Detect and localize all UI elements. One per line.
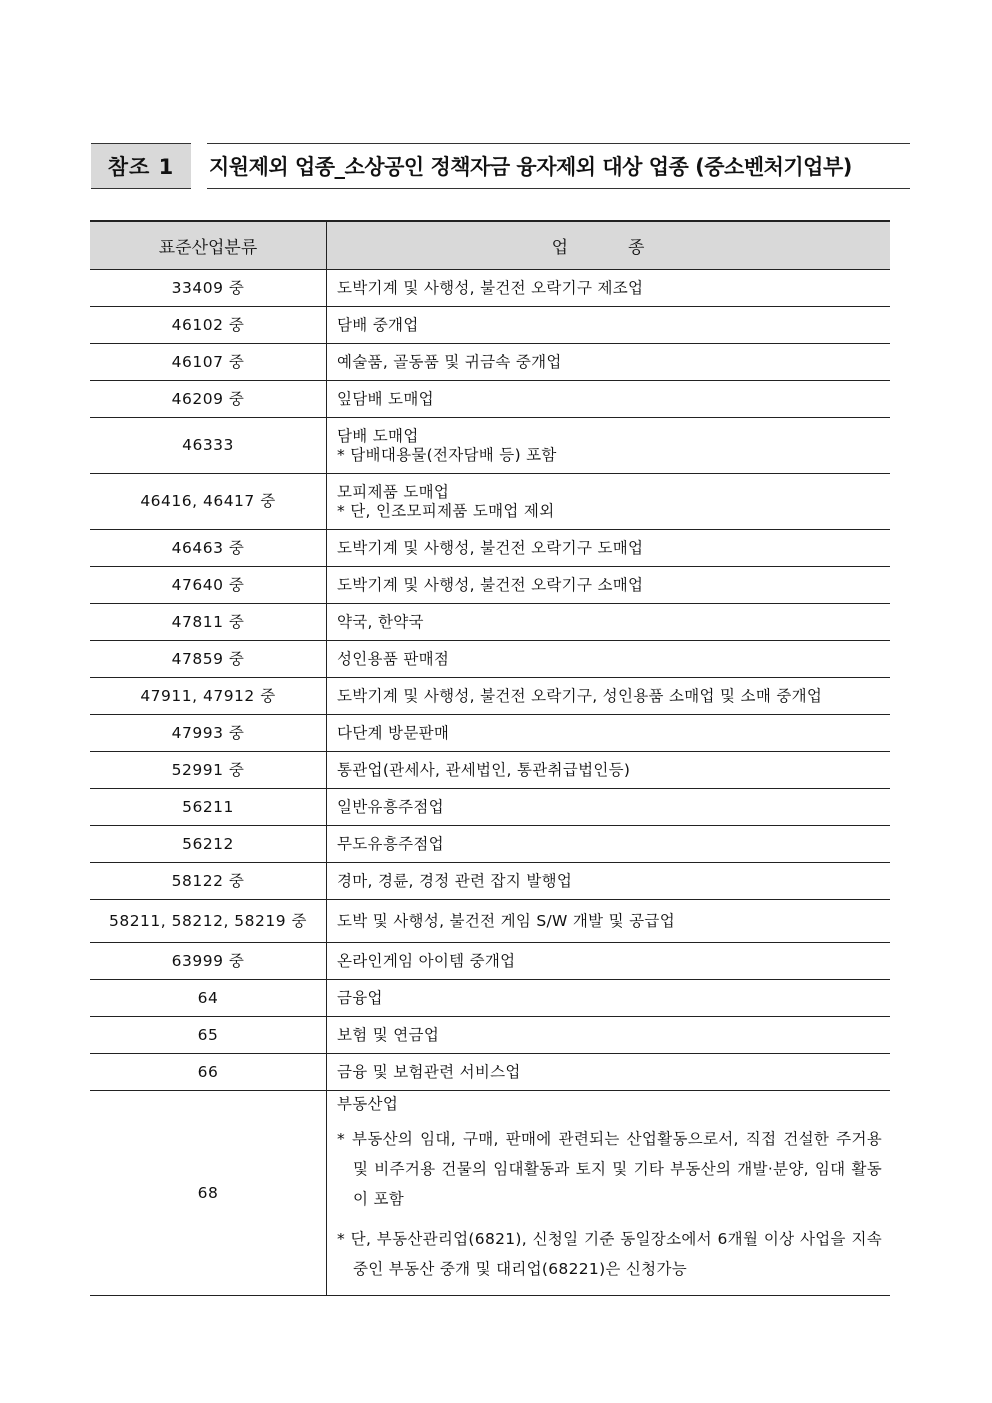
industry-code: 46209 중 (90, 381, 327, 418)
table-row (90, 943, 890, 980)
table-header-row (90, 221, 890, 270)
industry-name: 담배 도매업 (337, 426, 419, 445)
industry-note: * 단, 인조모피제품 도매업 제외 (337, 501, 555, 520)
table-row (90, 900, 890, 943)
industry-name: 금융업 (337, 988, 383, 1007)
table-row (90, 1054, 890, 1091)
table-row (90, 307, 890, 344)
industry-name: 무도유흥주점업 (337, 834, 444, 853)
industry-name: 부동산업 (337, 1095, 399, 1113)
industry-code: 56212 (90, 826, 327, 863)
industry-code: 47640 중 (90, 567, 327, 604)
industry-name: 약국, 한약국 (337, 612, 424, 631)
table-row (90, 826, 890, 863)
table-row (90, 1091, 890, 1296)
table-row (90, 678, 890, 715)
section-header (91, 143, 910, 189)
industry-name: 보험 및 연금업 (337, 1025, 440, 1044)
industry-note: * 단, 부동산관리업(6821), 신청일 기준 동일장소에서 6개월 이상 사업을 지속 중인 부동산 중개 및 대리업(68221)은 신청가능 (337, 1230, 882, 1278)
industry-code: 63999 중 (90, 943, 327, 980)
industry-code: 68 (90, 1091, 327, 1296)
industry-code: 46102 중 (90, 307, 327, 344)
table-row (90, 789, 890, 826)
industry-code: 47911, 47912 중 (90, 678, 327, 715)
table-row (90, 715, 890, 752)
industry-name: 일반유흥주점업 (337, 797, 444, 816)
industry-name: 도박기계 및 사행성, 불건전 오락기구 도매업 (337, 538, 644, 557)
industry-code: 52991 중 (90, 752, 327, 789)
table-row (90, 604, 890, 641)
industry-code: 58211, 58212, 58219 중 (90, 900, 327, 943)
industry-code: 64 (90, 980, 327, 1017)
industry-code: 46463 중 (90, 530, 327, 567)
industry-name: 경마, 경륜, 경정 관련 잡지 발행업 (337, 871, 573, 890)
industry-code: 33409 중 (90, 270, 327, 307)
industry-code: 47993 중 (90, 715, 327, 752)
excluded-industries-table (90, 220, 890, 1296)
table-row (90, 270, 890, 307)
table-row (90, 752, 890, 789)
industry-code: 46333 (90, 418, 327, 474)
industry-code: 47811 중 (90, 604, 327, 641)
industry-code: 47859 중 (90, 641, 327, 678)
table-row (90, 641, 890, 678)
industry-code: 46416, 46417 중 (90, 474, 327, 530)
industry-name: 도박기계 및 사행성, 불건전 오락기구 소매업 (337, 575, 644, 594)
table-row (90, 1017, 890, 1054)
reference-label: 참조 1 (91, 143, 191, 189)
industry-name: 도박기계 및 사행성, 불건전 오락기구 제조업 (337, 278, 644, 297)
table-row (90, 474, 890, 530)
section-title: 지원제외 업종_소상공인 정책자금 융자제외 대상 업종 (중소벤처기업부) (207, 143, 910, 189)
industry-name: 성인용품 판매점 (337, 649, 450, 668)
table-row (90, 418, 890, 474)
industry-code: 58122 중 (90, 863, 327, 900)
industry-code: 66 (90, 1054, 327, 1091)
industry-name: 모피제품 도매업 (337, 482, 450, 501)
industry-name: 담배 중개업 (337, 315, 419, 334)
table-row (90, 567, 890, 604)
industry-code: 65 (90, 1017, 327, 1054)
industry-name: 다단계 방문판매 (337, 723, 450, 742)
table-row (90, 863, 890, 900)
industry-code: 56211 (90, 789, 327, 826)
table-row (90, 980, 890, 1017)
industry-name: 도박기계 및 사행성, 불건전 오락기구, 성인용품 소매업 및 소매 중개업 (337, 686, 823, 705)
industry-name: 예술품, 골동품 및 귀금속 중개업 (337, 352, 562, 371)
table-row (90, 530, 890, 567)
industry-code: 46107 중 (90, 344, 327, 381)
column-header-industry: 업종 (327, 221, 891, 270)
column-header-code: 표준산업분류 (90, 221, 327, 270)
industry-name: 금융 및 보험관련 서비스업 (337, 1062, 521, 1081)
industry-note: * 담배대용물(전자담배 등) 포함 (337, 445, 557, 464)
table-row (90, 381, 890, 418)
industry-name: 도박 및 사행성, 불건전 게임 S/W 개발 및 공급업 (337, 911, 675, 930)
industry-note: * 부동산의 임대, 구매, 판매에 관련되는 산업활동으로서, 직접 건설한 주거용 및 비주거용 건물의 임대활동과 토지 및 기타 부동산의 개발·분양, 임대 활동이 포함 (337, 1130, 882, 1208)
industry-name: 통관업(관세사, 관세법인, 통관취급법인등) (337, 760, 631, 779)
table-row (90, 344, 890, 381)
industry-name: 잎담배 도매업 (337, 389, 434, 408)
industry-name: 온라인게임 아이템 중개업 (337, 951, 516, 970)
